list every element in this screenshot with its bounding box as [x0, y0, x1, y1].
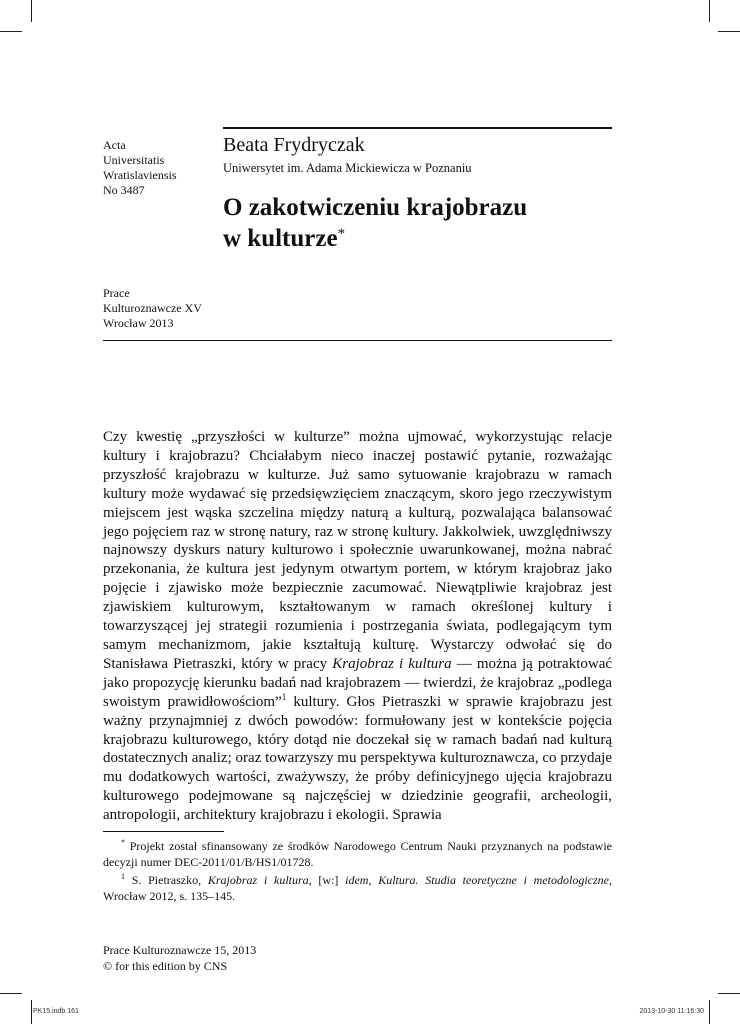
- footnote-text: Projekt został sfinansowany ze środków Narodowego Centrum Nauki przyznanych na podstawie decyzji numer DEC-2011/01/B/HS1/01728.: [103, 839, 612, 869]
- footnote-text: , Wrocław 2012, s. 135–145.: [103, 873, 612, 903]
- footnote-mark: 1: [121, 872, 125, 881]
- crop-mark: [0, 31, 22, 32]
- crop-mark: [709, 0, 710, 22]
- title-footnote-mark: *: [337, 226, 346, 242]
- footnote-italic: Krajobraz i kultura: [207, 873, 309, 887]
- journal-info: [103, 138, 177, 198]
- article-title: [223, 192, 527, 254]
- crop-mark: [718, 993, 740, 994]
- title-line-1: O zakotwiczeniu krajobrazu: [223, 194, 528, 221]
- footnote-2: [103, 872, 612, 904]
- crop-mark: [709, 1000, 710, 1024]
- body-paragraph: [103, 428, 612, 825]
- page-footer: [103, 942, 256, 974]
- header-bottom-rule: [103, 340, 612, 341]
- body-text: — można ją potraktować jako propozycję kierunku badań nad krajobrazem — twierdzi, że krajobraz „podlega swoistym prawidłowościom”: [103, 655, 613, 710]
- body-text: kultury. Głos Pietraszki w sprawie krajobrazu jest ważny przynajmniej z dwóch powodów: formułowany jest w kontekście pojęcia krajobrazu kulturowego, który dotąd nie doczekał się w ramach badań nad kulturą dostatecznych analiz; oraz towarzyszy mu perspektywa kulturoznawcza, co przydaje mu dodatkowych wartości, zważywszy, że próby definicyjnego ujęcia krajobrazu kulturowego podejmowane są najczęściej w dziedzinie geografii, archeologii, antropologii, architektury krajobrazu i ekologii. Sprawia: [103, 693, 612, 824]
- series-info-line: Prace: [103, 286, 130, 300]
- series-info-line: Wrocław 2013: [103, 316, 174, 330]
- header-rule: [223, 127, 612, 129]
- journal-info-line: Universitatis: [103, 153, 165, 167]
- crop-mark: [31, 0, 32, 22]
- footnote-italic: idem: [345, 873, 369, 887]
- author-affiliation: Uniwersytet im. Adama Mickiewicza w Poznaniu: [223, 161, 472, 175]
- title-line-2: w kulturze: [223, 225, 338, 252]
- crop-mark: [31, 1000, 32, 1024]
- crop-mark: [0, 993, 22, 994]
- footnote-reference: 1: [281, 691, 287, 702]
- footnote-text: S. Pietraszko,: [125, 873, 208, 887]
- journal-info-line: Acta: [103, 138, 126, 152]
- author-name: Beata Frydryczak: [223, 134, 365, 156]
- series-info: [103, 286, 202, 331]
- footnote-text: , [w:]: [308, 873, 346, 887]
- body-italic-title: Krajobraz i kultura: [332, 655, 452, 672]
- print-timestamp: 2013-10-30 11:16:30: [639, 1008, 704, 1015]
- footer-line: Prace Kulturoznawcze 15, 2013: [103, 943, 257, 957]
- journal-info-line: Wratislaviensis: [103, 168, 177, 182]
- print-file-slug: PK15.indb 161: [33, 1008, 79, 1015]
- body-text: Czy kwestię „przyszłości w kulturze” można ujmować, wykorzystując relacje kultury i krajobrazu? Chciałabym nieco inaczej postawić pytanie, rozważając przyszłość krajobrazu w kulturze. Już samo sytuowanie krajobrazu w ramach kultury może wydawać się przedsięwzięciem znaczącym, skoro jego rzeczywistym miejscem jest wąska szczelina między naturą a kulturą, pozwalająca balansować jego pojęciem raz w stronę natury, raz w stronę kultury. Jakkolwiek, uwzględniwszy najnowszy dyskurs natury kulturowo i społecznie uwarunkowanej, można nabrać przekonania, że kultura jest jedynym otwartym portem, w którym krajobraz jako pojęcie i zjawisko może bezpiecznie zacumować. Niewątpliwie krajobraz jest zjawiskiem kulturowym, kształtowanym w ramach określonej kultury i towarzyszącej jej strategii rozumienia i postrzegania świata, podlegającym tym samym mechanizmom, jakie kształtują kulturę. Wystarczy odwołać się do Stanisława Pietraszki, który w pracy: [103, 429, 612, 672]
- crop-mark: [718, 31, 740, 32]
- footnote-text: ,: [368, 873, 379, 887]
- footer-line: © for this edition by CNS: [103, 959, 228, 973]
- series-info-line: Kulturoznawcze XV: [103, 301, 202, 315]
- footnote-rule: [103, 831, 224, 832]
- footnote-mark: *: [121, 838, 125, 847]
- footnote-italic: Kultura. Studia teoretyczne i metodologiczne: [378, 873, 609, 887]
- journal-info-line: No 3487: [103, 183, 145, 197]
- footnote-1: [103, 838, 612, 870]
